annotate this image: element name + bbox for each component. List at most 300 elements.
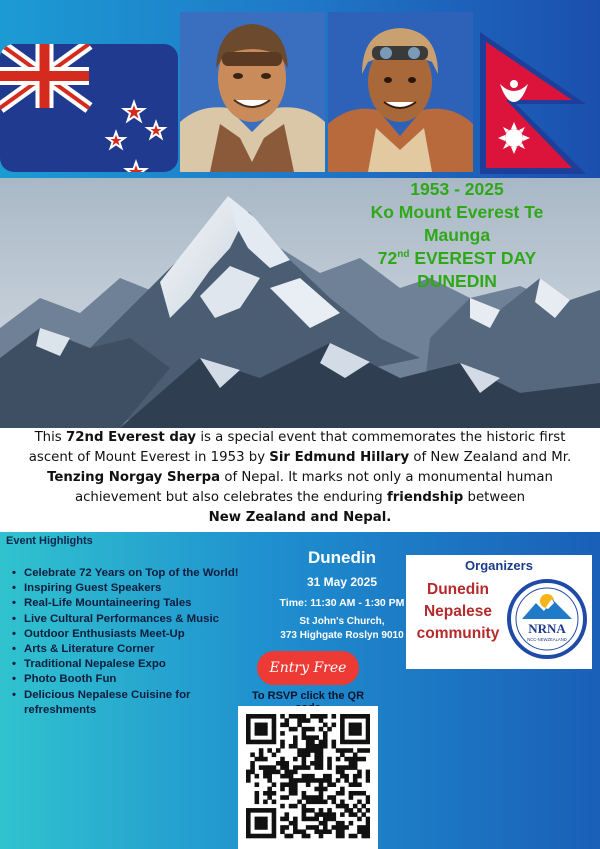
qr-module — [280, 740, 285, 745]
qr-module — [306, 765, 311, 770]
qr-module — [366, 774, 370, 779]
qr-module — [366, 714, 370, 719]
qr-module — [280, 714, 285, 719]
qr-module — [293, 744, 298, 749]
qr-module — [323, 731, 328, 736]
qr-module — [259, 808, 264, 813]
qr-module — [319, 795, 324, 800]
qr-module — [272, 727, 277, 732]
qr-module — [310, 727, 315, 732]
qr-module — [272, 752, 277, 757]
qr-module — [349, 748, 354, 753]
qr-module — [306, 748, 311, 753]
qr-module — [276, 748, 281, 753]
qr-module — [263, 770, 268, 775]
list-item: • Live Cultural Performances & Music — [12, 612, 262, 627]
qr-module — [280, 774, 285, 779]
qr-module — [336, 829, 341, 834]
qr-module — [306, 752, 311, 757]
qr-module — [306, 800, 311, 805]
list-item: • Celebrate 72 Years on Top of the World! — [12, 566, 262, 581]
qr-module — [263, 731, 268, 736]
qr-module — [246, 808, 251, 813]
qr-module — [314, 795, 319, 800]
qr-module — [314, 748, 319, 753]
qr-module — [306, 740, 311, 745]
qr-module — [353, 778, 358, 783]
qr-module — [267, 748, 272, 753]
qr-module — [336, 825, 341, 830]
qr-module — [336, 765, 341, 770]
description-bold: 72nd Everest day — [65, 430, 197, 445]
qr-module — [263, 723, 268, 728]
qr-module — [344, 825, 349, 830]
qr-module — [353, 765, 358, 770]
qr-module — [246, 825, 251, 830]
qr-module — [267, 765, 272, 770]
qr-module — [340, 812, 345, 817]
title-day-suffix: nd — [397, 249, 410, 261]
qr-module — [263, 834, 268, 839]
qr-module — [289, 770, 294, 775]
description-bold: Tenzing Norgay Sherpa — [47, 470, 221, 485]
qr-module — [293, 817, 298, 822]
qr-module — [302, 718, 307, 723]
qr-module — [319, 744, 324, 749]
qr-module — [327, 774, 332, 779]
qr-module — [366, 748, 370, 753]
qr-module — [349, 761, 354, 766]
qr-module — [272, 800, 277, 805]
qr-module — [310, 774, 315, 779]
qr-module — [353, 714, 358, 719]
qr-module — [332, 812, 337, 817]
qr-module — [267, 787, 272, 792]
qr-module — [319, 761, 324, 766]
qr-module — [353, 757, 358, 762]
qr-module — [306, 782, 311, 787]
title-line-2: Maunga — [423, 225, 491, 245]
event-title — [352, 178, 562, 293]
qr-module — [340, 825, 345, 830]
qr-module — [336, 834, 341, 839]
qr-module — [349, 782, 354, 787]
qr-module — [327, 765, 332, 770]
qr-module — [314, 752, 319, 757]
qr-module — [289, 778, 294, 783]
qr-module — [250, 740, 255, 745]
qr-module — [259, 748, 264, 753]
qr-module — [263, 817, 268, 822]
title-day-number: 72 — [377, 248, 398, 268]
qr-module — [310, 740, 315, 745]
qr-module — [349, 723, 354, 728]
qr-module — [327, 817, 332, 822]
qr-module — [366, 821, 370, 826]
qr-module — [302, 748, 307, 753]
qr-module — [302, 817, 307, 822]
qr-module — [246, 727, 251, 732]
qr-module — [246, 714, 251, 719]
event-city: Dunedin — [308, 548, 376, 567]
qr-module — [297, 765, 302, 770]
qr-module — [246, 723, 251, 728]
qr-module — [255, 774, 260, 779]
qr-module — [284, 765, 289, 770]
qr-module — [314, 787, 319, 792]
qr-module — [259, 825, 264, 830]
qr-module — [302, 808, 307, 813]
qr-module — [327, 829, 332, 834]
qr-module — [255, 727, 260, 732]
new-zealand-flag-icon — [0, 44, 178, 172]
qr-module — [319, 829, 324, 834]
qr-module — [361, 834, 366, 839]
qr-module — [263, 821, 268, 826]
highlights-list — [12, 566, 262, 718]
qr-module — [284, 817, 289, 822]
qr-module — [272, 714, 277, 719]
nrna-logo-text: NRNA — [528, 621, 566, 636]
qr-module — [332, 723, 337, 728]
qr-module — [255, 757, 260, 762]
qr-module — [314, 829, 319, 834]
qr-module — [314, 825, 319, 830]
qr-module — [357, 740, 362, 745]
qr-module — [272, 791, 277, 796]
qr-module — [284, 825, 289, 830]
qr-module — [293, 829, 298, 834]
qr-module — [340, 804, 345, 809]
qr-module — [319, 752, 324, 757]
qr-module — [353, 727, 358, 732]
qr-module — [314, 735, 319, 740]
qr-module — [289, 727, 294, 732]
qr-module — [361, 829, 366, 834]
qr-module — [272, 782, 277, 787]
qr-module — [310, 808, 315, 813]
list-item: • Traditional Nepalese Expo — [12, 657, 262, 672]
qr-module — [340, 774, 345, 779]
qr-module — [246, 731, 251, 736]
qr-module — [302, 829, 307, 834]
qr-module — [259, 757, 264, 762]
qr-module — [323, 714, 328, 719]
qr-module — [336, 804, 341, 809]
qr-module — [255, 817, 260, 822]
qr-module — [284, 774, 289, 779]
qr-module — [327, 727, 332, 732]
qr-module — [255, 821, 260, 826]
qr-module — [302, 795, 307, 800]
qr-module — [306, 735, 311, 740]
event-description — [0, 428, 600, 532]
qr-module — [259, 821, 264, 826]
qr-module — [323, 812, 328, 817]
organizer-name-line-2: Nepalese — [423, 603, 493, 620]
qr-module — [349, 821, 354, 826]
qr-module — [302, 778, 307, 783]
qr-module — [340, 752, 345, 757]
qr-module — [319, 714, 324, 719]
qr-module — [340, 718, 345, 723]
qr-module — [357, 731, 362, 736]
qr-module — [297, 829, 302, 834]
qr-module — [302, 731, 307, 736]
organizers-panel — [406, 555, 592, 669]
qr-module — [306, 795, 311, 800]
qr-module — [366, 740, 370, 745]
qr-module — [284, 834, 289, 839]
qr-module — [340, 740, 345, 745]
qr-module — [263, 774, 268, 779]
qr-module — [263, 808, 268, 813]
qr-module — [272, 808, 277, 813]
qr-module — [276, 761, 281, 766]
qr-module — [323, 723, 328, 728]
qr-module — [319, 791, 324, 796]
qr-module — [323, 735, 328, 740]
qr-module — [344, 778, 349, 783]
qr-module — [306, 778, 311, 783]
qr-module — [306, 744, 311, 749]
qr-module — [332, 817, 337, 822]
qr-module — [357, 808, 362, 813]
title-years: 1953 - 2025 — [410, 179, 504, 199]
qr-module — [361, 791, 366, 796]
description-bold: Sir Edmund Hillary — [269, 450, 410, 465]
qr-module — [340, 800, 345, 805]
qr-module — [314, 800, 319, 805]
qr-module — [246, 829, 251, 834]
qr-module — [323, 821, 328, 826]
qr-module — [366, 770, 370, 775]
qr-module — [361, 740, 366, 745]
qr-module — [353, 774, 358, 779]
qr-module — [310, 795, 315, 800]
qr-module — [327, 757, 332, 762]
description-text: is a special event that commemorates the historic first ascent of Mount Everest in 1953 by — [28, 430, 566, 465]
qr-module — [319, 821, 324, 826]
qr-module — [357, 817, 362, 822]
qr-module — [310, 778, 315, 783]
description-bold: New Zealand and Nepal. — [208, 510, 392, 525]
qr-module — [357, 727, 362, 732]
qr-module — [323, 800, 328, 805]
header-banner — [0, 0, 600, 178]
qr-module — [284, 812, 289, 817]
qr-module — [366, 795, 370, 800]
qr-module — [272, 731, 277, 736]
qr-module — [314, 778, 319, 783]
qr-module — [284, 770, 289, 775]
qr-module — [272, 718, 277, 723]
qr-module — [259, 752, 264, 757]
qr-module — [255, 800, 260, 805]
title-city: DUNEDIN — [417, 271, 497, 291]
qr-module — [353, 761, 358, 766]
qr-module — [293, 804, 298, 809]
qr-module — [340, 770, 345, 775]
qr-module — [302, 761, 307, 766]
qr-module — [302, 727, 307, 732]
qr-module — [357, 829, 362, 834]
qr-module — [263, 791, 268, 796]
organizer-name — [410, 579, 506, 645]
qr-module — [366, 735, 370, 740]
qr-module — [280, 782, 285, 787]
qr-module — [250, 761, 255, 766]
nepal-flag-icon — [474, 28, 600, 176]
qr-module — [297, 752, 302, 757]
qr-module — [357, 770, 362, 775]
qr-module — [361, 812, 366, 817]
qr-module — [263, 740, 268, 745]
qr-code-icon[interactable] — [238, 706, 378, 849]
qr-module — [259, 723, 264, 728]
qr-module — [319, 782, 324, 787]
qr-module — [263, 757, 268, 762]
qr-module — [250, 765, 255, 770]
qr-module — [353, 791, 358, 796]
qr-module — [357, 791, 362, 796]
qr-module — [319, 740, 324, 745]
qr-module — [366, 834, 370, 839]
qr-module — [293, 757, 298, 762]
qr-module — [255, 731, 260, 736]
qr-module — [280, 795, 285, 800]
qr-module — [357, 757, 362, 762]
qr-module — [361, 804, 366, 809]
qr-module — [306, 727, 311, 732]
qr-module — [280, 723, 285, 728]
qr-module — [289, 782, 294, 787]
qr-module — [267, 740, 272, 745]
qr-module — [302, 735, 307, 740]
qr-module — [272, 812, 277, 817]
qr-module — [246, 774, 251, 779]
qr-module — [255, 714, 260, 719]
qr-module — [366, 825, 370, 830]
qr-module — [327, 782, 332, 787]
qr-module — [267, 778, 272, 783]
qr-module — [323, 817, 328, 822]
qr-module — [280, 787, 285, 792]
qr-module — [332, 795, 337, 800]
qr-module — [357, 800, 362, 805]
qr-module — [280, 817, 285, 822]
organizer-name-line-3: community — [416, 625, 500, 642]
list-item: • Delicious Nepalese Cuisine for refreshments — [12, 688, 262, 718]
qr-module — [267, 774, 272, 779]
qr-module — [246, 812, 251, 817]
qr-module — [319, 834, 324, 839]
qr-module — [344, 808, 349, 813]
qr-module — [289, 804, 294, 809]
qr-module — [284, 723, 289, 728]
description-text: of Nepal. It marks not only a monumental human achievement but also celebrates the enduring — [74, 470, 553, 505]
qr-module — [357, 723, 362, 728]
qr-module — [349, 714, 354, 719]
list-item: • Outdoor Enthusiasts Meet-Up — [12, 627, 262, 642]
qr-module — [314, 761, 319, 766]
qr-module — [323, 778, 328, 783]
qr-module — [306, 817, 311, 822]
rsvp-label: To RSVP click the QR — [251, 690, 365, 702]
qr-module — [327, 761, 332, 766]
qr-module — [293, 714, 298, 719]
qr-module — [344, 765, 349, 770]
list-item: • Photo Booth Fun — [12, 672, 262, 687]
qr-module — [366, 817, 370, 822]
qr-module — [302, 765, 307, 770]
qr-module — [349, 727, 354, 732]
qr-module — [259, 731, 264, 736]
qr-module — [323, 829, 328, 834]
qr-module — [319, 727, 324, 732]
qr-module — [336, 778, 341, 783]
qr-module — [255, 795, 260, 800]
qr-module — [272, 829, 277, 834]
qr-module — [280, 825, 285, 830]
qr-module — [349, 812, 354, 817]
qr-module — [306, 825, 311, 830]
qr-module — [319, 812, 324, 817]
qr-module — [289, 834, 294, 839]
qr-module — [293, 782, 298, 787]
qr-module — [349, 765, 354, 770]
qr-module — [289, 774, 294, 779]
qr-module — [319, 787, 324, 792]
highlights-title: Event Highlights — [6, 535, 93, 547]
qr-module — [259, 817, 264, 822]
qr-module — [336, 791, 341, 796]
qr-module — [332, 740, 337, 745]
qr-module — [255, 723, 260, 728]
qr-module — [302, 714, 307, 719]
qr-module — [284, 795, 289, 800]
qr-module — [340, 723, 345, 728]
qr-module — [246, 770, 251, 775]
qr-module — [280, 757, 285, 762]
qr-module — [319, 718, 324, 723]
nrna-logo-subtext: NCC-NEWZEALAND — [527, 637, 567, 642]
qr-module — [310, 744, 315, 749]
qr-module — [336, 748, 341, 753]
entry-free-button[interactable]: Entry Free — [257, 651, 359, 685]
title-day-text: EVEREST DAY — [414, 248, 537, 268]
qr-module — [336, 757, 341, 762]
qr-module — [250, 752, 255, 757]
qr-module — [263, 825, 268, 830]
qr-module — [263, 714, 268, 719]
title-line-1: Ko Mount Everest Te — [370, 202, 544, 222]
list-item: • Inspiring Guest Speakers — [12, 581, 262, 596]
qr-module — [255, 791, 260, 796]
qr-module — [302, 834, 307, 839]
qr-module — [272, 770, 277, 775]
qr-module — [293, 727, 298, 732]
qr-module — [293, 791, 298, 796]
edmund-hillary-portrait — [180, 12, 325, 172]
qr-module — [361, 748, 366, 753]
qr-module — [314, 714, 319, 719]
qr-module — [250, 834, 255, 839]
description-text: This — [34, 430, 66, 445]
qr-module — [280, 731, 285, 736]
qr-module — [327, 808, 332, 813]
qr-module — [366, 808, 370, 813]
